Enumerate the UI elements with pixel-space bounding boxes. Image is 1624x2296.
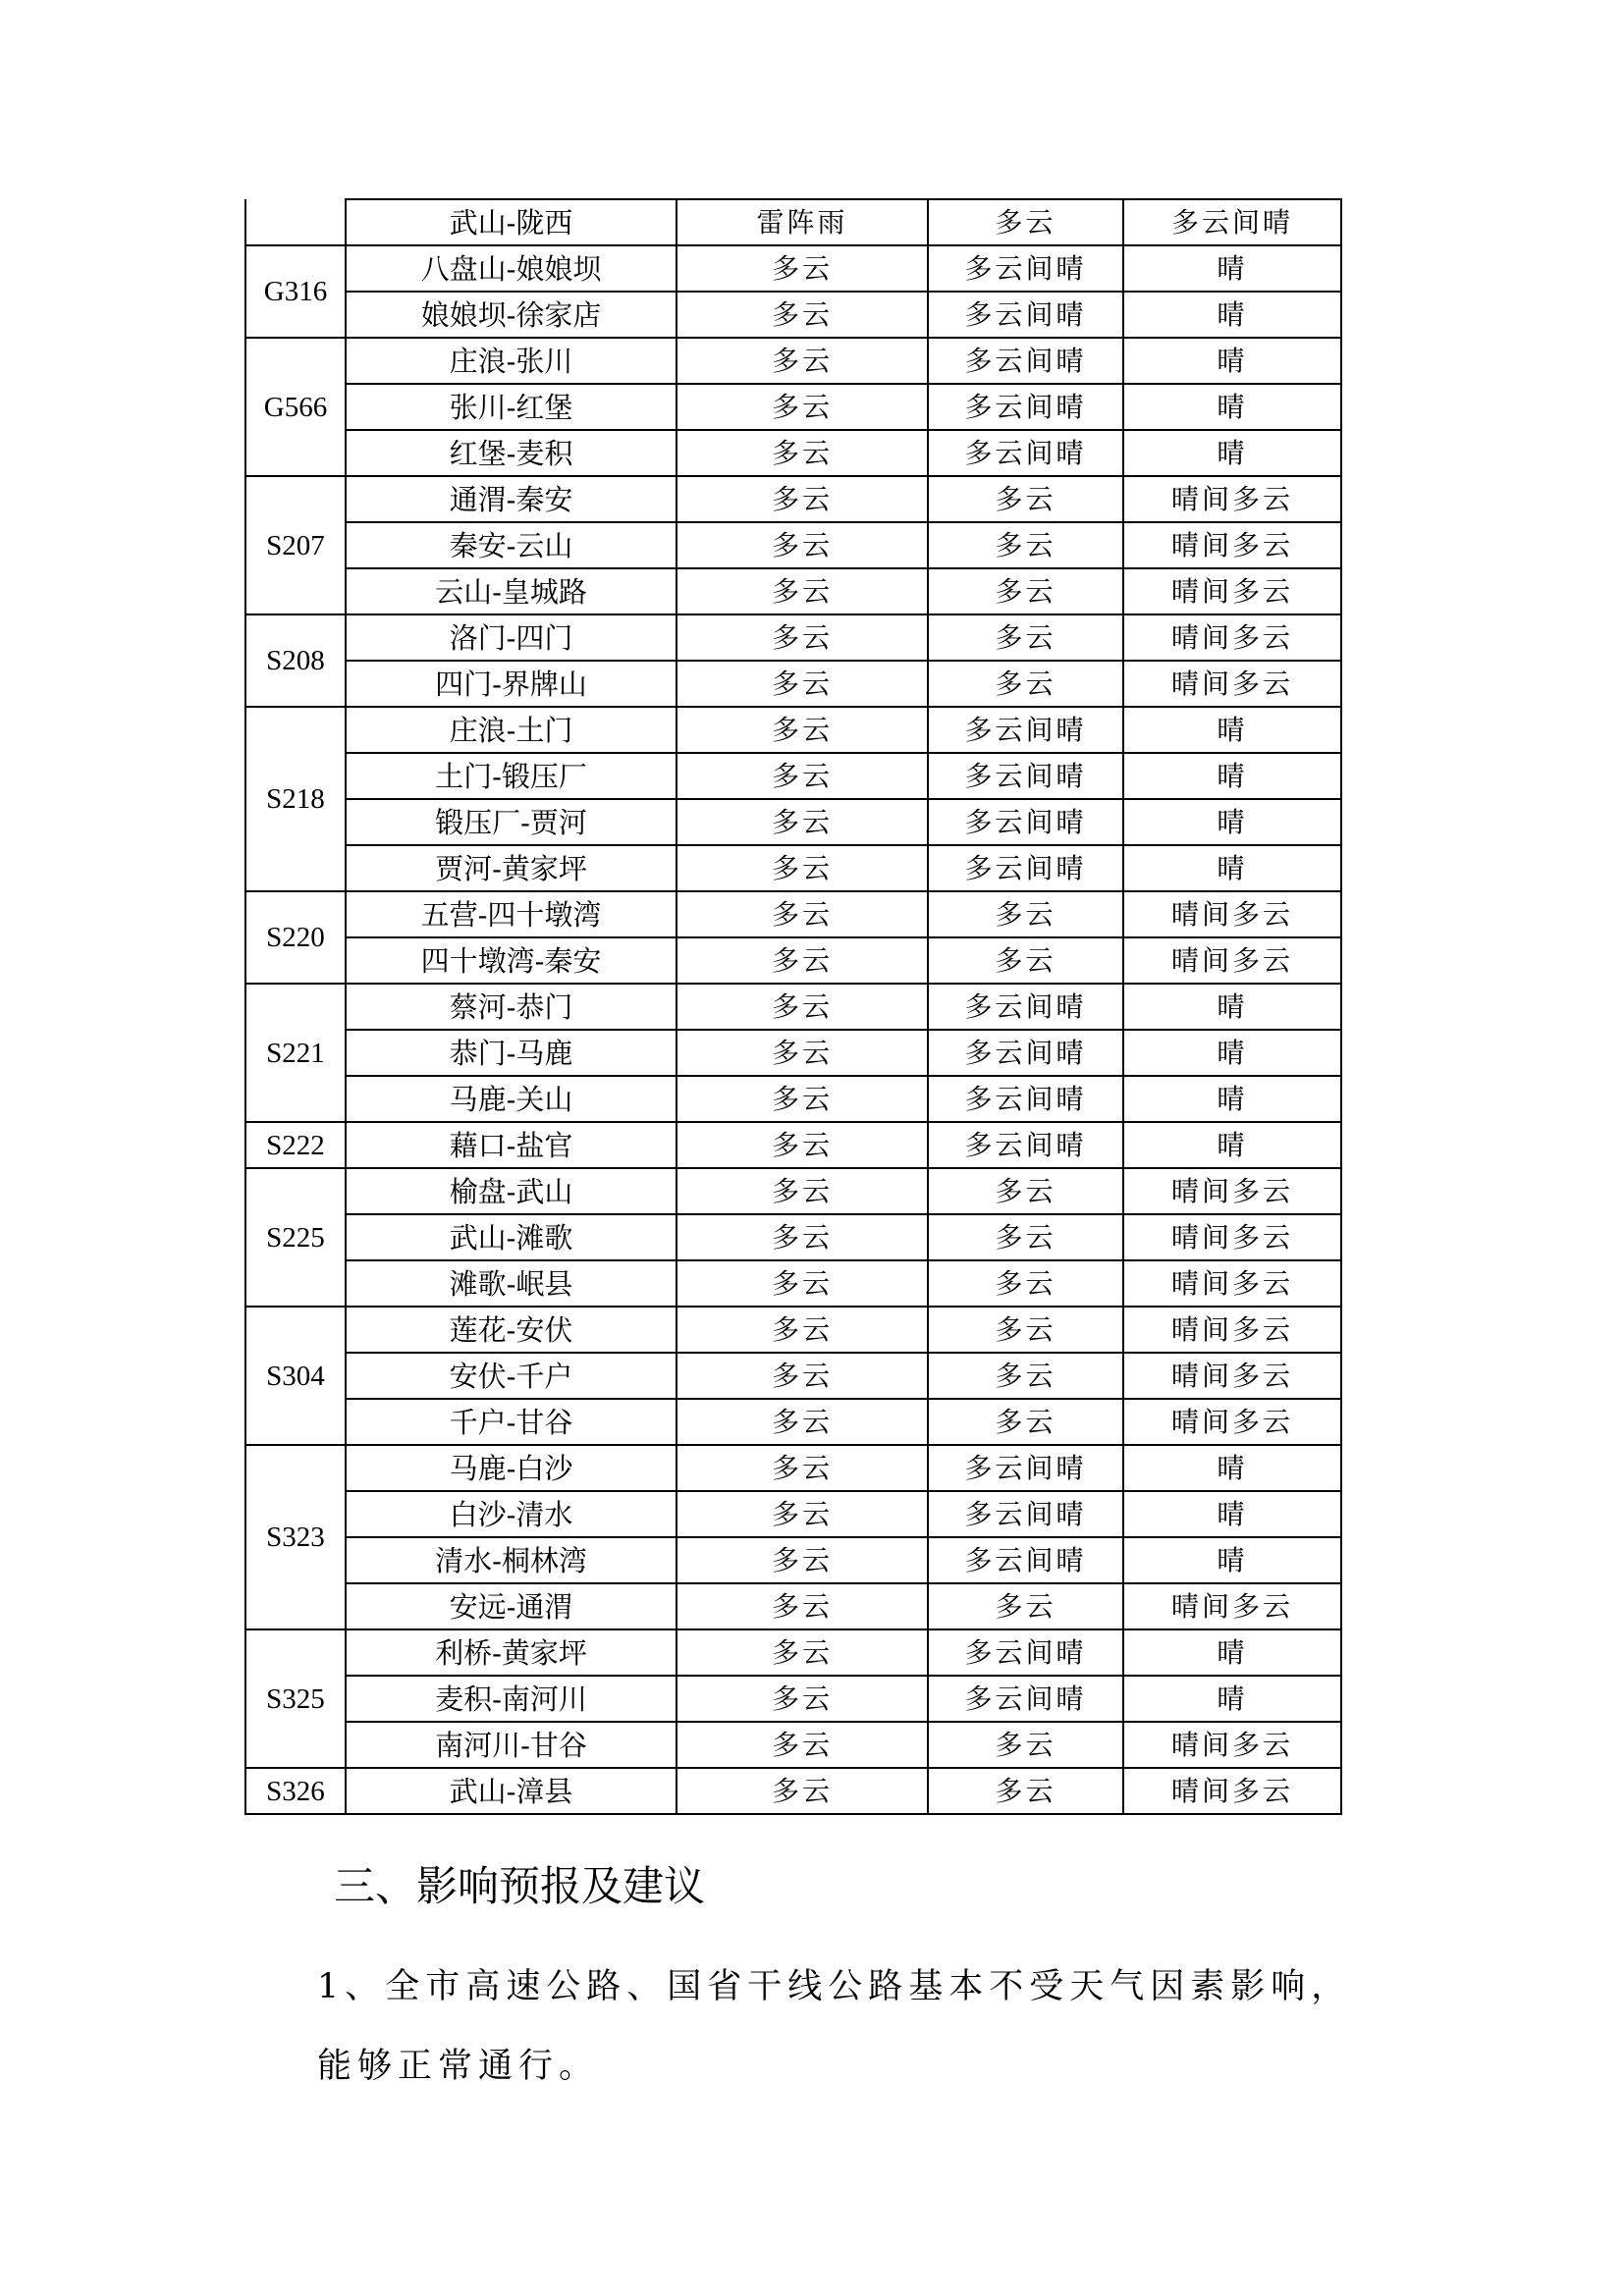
weather-cell: 多云 xyxy=(928,1214,1123,1260)
weather-cell: 多云 xyxy=(677,1076,928,1122)
weather-cell: 晴 xyxy=(1123,707,1341,753)
weather-cell: 晴间多云 xyxy=(1123,1307,1341,1353)
segment-cell: 土门-锻压厂 xyxy=(346,753,677,799)
weather-cell: 多云 xyxy=(928,891,1123,937)
table-row xyxy=(245,937,1341,984)
weather-cell: 多云 xyxy=(928,1307,1123,1353)
weather-cell: 多云间晴 xyxy=(928,292,1123,338)
weather-cell: 晴间多云 xyxy=(1123,661,1341,707)
segment-cell: 武山-滩歌 xyxy=(346,1214,677,1260)
road-code-cell: S326 xyxy=(245,1768,346,1814)
table-row xyxy=(245,1168,1341,1214)
segment-cell: 安伏-千户 xyxy=(346,1353,677,1399)
segment-cell: 滩歌-岷县 xyxy=(346,1260,677,1307)
table-row xyxy=(245,1353,1341,1399)
table-row xyxy=(245,707,1341,753)
weather-cell: 晴 xyxy=(1123,984,1341,1030)
table-row xyxy=(245,799,1341,845)
segment-cell: 通渭-秦安 xyxy=(346,476,677,522)
segment-cell: 张川-红堡 xyxy=(346,384,677,430)
weather-cell: 晴间多云 xyxy=(1123,1399,1341,1445)
road-code-cell xyxy=(245,199,346,245)
segment-cell: 安远-通渭 xyxy=(346,1583,677,1629)
segment-cell: 武山-漳县 xyxy=(346,1768,677,1814)
weather-cell: 晴 xyxy=(1123,430,1341,476)
segment-cell: 白沙-清水 xyxy=(346,1491,677,1537)
segment-cell: 贾河-黄家坪 xyxy=(346,845,677,891)
weather-cell: 多云间晴 xyxy=(928,799,1123,845)
weather-cell: 晴间多云 xyxy=(1123,1583,1341,1629)
table-row xyxy=(245,1491,1341,1537)
segment-cell: 四门-界牌山 xyxy=(346,661,677,707)
segment-cell: 武山-陇西 xyxy=(346,199,677,245)
weather-cell: 多云 xyxy=(677,1353,928,1399)
weather-cell: 多云 xyxy=(677,1676,928,1722)
road-code-cell: S207 xyxy=(245,476,346,614)
weather-cell: 晴间多云 xyxy=(1123,891,1341,937)
weather-cell: 多云间晴 xyxy=(928,1445,1123,1491)
table-row xyxy=(245,1768,1341,1814)
segment-cell: 庄浪-张川 xyxy=(346,338,677,384)
segment-cell: 锻压厂-贾河 xyxy=(346,799,677,845)
table-row xyxy=(245,1676,1341,1722)
weather-cell: 多云 xyxy=(928,1722,1123,1768)
weather-cell: 晴 xyxy=(1123,799,1341,845)
table-row xyxy=(245,1076,1341,1122)
weather-cell: 多云 xyxy=(677,1583,928,1629)
weather-cell: 多云 xyxy=(677,1722,928,1768)
segment-cell: 秦安-云山 xyxy=(346,522,677,568)
weather-table-body xyxy=(245,199,1341,1814)
weather-cell: 多云间晴 xyxy=(928,1122,1123,1168)
table-row xyxy=(245,292,1341,338)
weather-cell: 晴 xyxy=(1123,753,1341,799)
weather-cell: 多云 xyxy=(677,707,928,753)
segment-cell: 南河川-甘谷 xyxy=(346,1722,677,1768)
weather-cell: 多云 xyxy=(677,891,928,937)
segment-cell: 红堡-麦积 xyxy=(346,430,677,476)
weather-cell: 多云间晴 xyxy=(928,1491,1123,1537)
weather-cell: 多云 xyxy=(928,1260,1123,1307)
weather-cell: 多云 xyxy=(677,661,928,707)
weather-cell: 多云 xyxy=(677,1491,928,1537)
weather-cell: 晴 xyxy=(1123,845,1341,891)
segment-cell: 庄浪-土门 xyxy=(346,707,677,753)
weather-cell: 多云 xyxy=(677,984,928,1030)
weather-table xyxy=(244,198,1342,1815)
section-paragraph: 1、全市高速公路、国省干线公路基本不受天气因素影响，能够正常通行。 xyxy=(317,1967,1352,2086)
table-row xyxy=(245,1583,1341,1629)
table-row xyxy=(245,1122,1341,1168)
weather-cell: 晴 xyxy=(1123,338,1341,384)
table-row xyxy=(245,1260,1341,1307)
weather-cell: 多云 xyxy=(928,1168,1123,1214)
weather-cell: 晴间多云 xyxy=(1123,1353,1341,1399)
weather-cell: 多云 xyxy=(677,522,928,568)
weather-cell: 多云 xyxy=(677,1445,928,1491)
weather-cell: 晴 xyxy=(1123,245,1341,292)
weather-cell: 晴 xyxy=(1123,1676,1341,1722)
table-row xyxy=(245,338,1341,384)
weather-cell: 多云 xyxy=(677,384,928,430)
segment-cell: 娘娘坝-徐家店 xyxy=(346,292,677,338)
table-row xyxy=(245,1307,1341,1353)
weather-cell: 晴间多云 xyxy=(1123,568,1341,614)
road-code-cell: S208 xyxy=(245,614,346,707)
segment-cell: 千户-甘谷 xyxy=(346,1399,677,1445)
table-row xyxy=(245,661,1341,707)
weather-cell: 多云 xyxy=(677,292,928,338)
weather-cell: 多云 xyxy=(928,661,1123,707)
weather-cell: 多云间晴 xyxy=(928,1629,1123,1676)
weather-cell: 多云 xyxy=(677,614,928,661)
weather-cell: 多云 xyxy=(677,1214,928,1260)
weather-cell: 多云 xyxy=(677,1537,928,1583)
weather-cell: 多云 xyxy=(928,1353,1123,1399)
weather-cell: 多云间晴 xyxy=(928,845,1123,891)
weather-cell: 多云间晴 xyxy=(928,1076,1123,1122)
weather-cell: 晴 xyxy=(1123,1629,1341,1676)
table-row xyxy=(245,1030,1341,1076)
weather-cell: 多云 xyxy=(677,799,928,845)
weather-cell: 晴间多云 xyxy=(1123,937,1341,984)
table-row xyxy=(245,1214,1341,1260)
weather-cell: 多云间晴 xyxy=(928,384,1123,430)
segment-cell: 马鹿-关山 xyxy=(346,1076,677,1122)
weather-cell: 晴 xyxy=(1123,1030,1341,1076)
weather-cell: 多云 xyxy=(677,245,928,292)
weather-cell: 多云 xyxy=(677,845,928,891)
weather-cell: 多云 xyxy=(928,1768,1123,1814)
segment-cell: 八盘山-娘娘坝 xyxy=(346,245,677,292)
weather-cell: 晴间多云 xyxy=(1123,1214,1341,1260)
weather-cell: 晴间多云 xyxy=(1123,1168,1341,1214)
weather-cell: 多云间晴 xyxy=(928,338,1123,384)
weather-cell: 多云 xyxy=(677,476,928,522)
weather-cell: 晴 xyxy=(1123,1537,1341,1583)
weather-cell: 晴 xyxy=(1123,1122,1341,1168)
segment-cell: 恭门-马鹿 xyxy=(346,1030,677,1076)
weather-cell: 多云 xyxy=(677,430,928,476)
table-row xyxy=(245,199,1341,245)
weather-cell: 多云间晴 xyxy=(1123,199,1341,245)
weather-cell: 多云 xyxy=(677,937,928,984)
road-code-cell: S323 xyxy=(245,1445,346,1629)
weather-cell: 晴间多云 xyxy=(1123,1260,1341,1307)
weather-cell: 多云 xyxy=(677,568,928,614)
weather-cell: 多云 xyxy=(928,476,1123,522)
weather-cell: 多云 xyxy=(677,1768,928,1814)
segment-cell: 五营-四十墩湾 xyxy=(346,891,677,937)
segment-cell: 利桥-黄家坪 xyxy=(346,1629,677,1676)
weather-cell: 多云间晴 xyxy=(928,1537,1123,1583)
table-row xyxy=(245,476,1341,522)
weather-cell: 多云间晴 xyxy=(928,984,1123,1030)
segment-cell: 四十墩湾-秦安 xyxy=(346,937,677,984)
weather-cell: 晴 xyxy=(1123,384,1341,430)
weather-cell: 多云间晴 xyxy=(928,245,1123,292)
road-code-cell: S225 xyxy=(245,1168,346,1307)
weather-cell: 晴间多云 xyxy=(1123,522,1341,568)
segment-cell: 清水-桐林湾 xyxy=(346,1537,677,1583)
table-row xyxy=(245,1722,1341,1768)
weather-cell: 多云 xyxy=(677,1260,928,1307)
weather-cell: 多云 xyxy=(677,1168,928,1214)
table-row xyxy=(245,1537,1341,1583)
weather-cell: 晴间多云 xyxy=(1123,1768,1341,1814)
weather-cell: 雷阵雨 xyxy=(677,199,928,245)
weather-cell: 晴 xyxy=(1123,1445,1341,1491)
table-row xyxy=(245,430,1341,476)
segment-cell: 麦积-南河川 xyxy=(346,1676,677,1722)
table-row xyxy=(245,845,1341,891)
weather-cell: 晴间多云 xyxy=(1123,1722,1341,1768)
table-row xyxy=(245,245,1341,292)
weather-cell: 多云 xyxy=(677,1122,928,1168)
weather-cell: 多云 xyxy=(928,937,1123,984)
road-code-cell: S325 xyxy=(245,1629,346,1768)
table-row xyxy=(245,568,1341,614)
weather-cell: 晴 xyxy=(1123,292,1341,338)
segment-cell: 蔡河-恭门 xyxy=(346,984,677,1030)
table-row xyxy=(245,522,1341,568)
segment-cell: 洛门-四门 xyxy=(346,614,677,661)
weather-cell: 晴间多云 xyxy=(1123,476,1341,522)
weather-cell: 多云 xyxy=(677,1307,928,1353)
table-row xyxy=(245,1399,1341,1445)
weather-cell: 多云 xyxy=(677,1030,928,1076)
table-row xyxy=(245,1445,1341,1491)
weather-cell: 晴 xyxy=(1123,1076,1341,1122)
weather-cell: 多云 xyxy=(928,522,1123,568)
road-code-cell: S222 xyxy=(245,1122,346,1168)
segment-cell: 云山-皇城路 xyxy=(346,568,677,614)
road-code-cell: S304 xyxy=(245,1307,346,1445)
weather-cell: 多云 xyxy=(677,338,928,384)
weather-cell: 多云 xyxy=(928,1583,1123,1629)
weather-cell: 多云 xyxy=(928,1399,1123,1445)
weather-cell: 多云间晴 xyxy=(928,1676,1123,1722)
road-code-cell: S218 xyxy=(245,707,346,891)
table-row xyxy=(245,614,1341,661)
table-row xyxy=(245,984,1341,1030)
section-heading: 三、影响预报及建议 xyxy=(334,1862,706,1910)
road-code-cell: G566 xyxy=(245,338,346,476)
table-row xyxy=(245,1629,1341,1676)
table-row xyxy=(245,891,1341,937)
table-row xyxy=(245,384,1341,430)
road-code-cell: S221 xyxy=(245,984,346,1122)
weather-cell: 晴间多云 xyxy=(1123,614,1341,661)
weather-cell: 多云 xyxy=(928,568,1123,614)
segment-cell: 马鹿-白沙 xyxy=(346,1445,677,1491)
weather-cell: 多云 xyxy=(677,1629,928,1676)
road-code-cell: G316 xyxy=(245,245,346,338)
segment-cell: 藉口-盐官 xyxy=(346,1122,677,1168)
weather-cell: 多云 xyxy=(928,199,1123,245)
weather-cell: 多云间晴 xyxy=(928,707,1123,753)
weather-cell: 多云 xyxy=(928,614,1123,661)
segment-cell: 榆盘-武山 xyxy=(346,1168,677,1214)
weather-cell: 多云间晴 xyxy=(928,1030,1123,1076)
weather-cell: 多云 xyxy=(677,1399,928,1445)
road-code-cell: S220 xyxy=(245,891,346,984)
weather-cell: 多云间晴 xyxy=(928,430,1123,476)
weather-cell: 晴 xyxy=(1123,1491,1341,1537)
weather-cell: 多云间晴 xyxy=(928,753,1123,799)
segment-cell: 莲花-安伏 xyxy=(346,1307,677,1353)
table-row xyxy=(245,753,1341,799)
weather-cell: 多云 xyxy=(677,753,928,799)
